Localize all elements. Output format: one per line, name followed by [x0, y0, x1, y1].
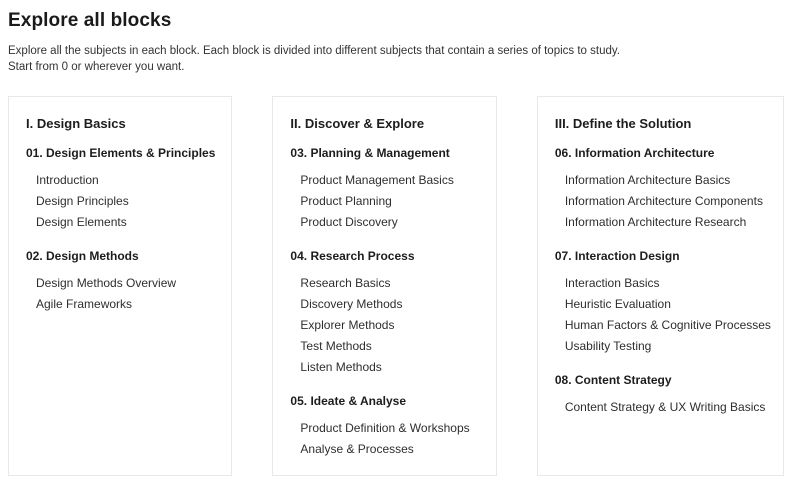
page-description-line2: Start from 0 or wherever you want.	[8, 60, 185, 73]
topics-list	[26, 170, 215, 233]
topics-list	[290, 170, 479, 233]
subject-group	[26, 249, 215, 315]
topic-item[interactable]: Information Architecture Basics	[564, 173, 731, 187]
block-title: I. Design Basics	[26, 116, 126, 131]
block-card-3	[537, 96, 784, 476]
topic-item[interactable]: Information Architecture Research	[564, 215, 747, 229]
subject-title: 05. Ideate & Analyse	[290, 394, 407, 408]
topic-item[interactable]: Design Elements	[36, 215, 127, 229]
subject-group	[26, 146, 215, 233]
topic-item[interactable]: Analyse & Processes	[300, 442, 414, 456]
topics-list	[555, 170, 767, 233]
topic-item[interactable]: Introduction	[36, 173, 99, 187]
subject-title: 03. Planning & Management	[290, 146, 450, 160]
block-title: III. Define the Solution	[554, 116, 692, 131]
subject-title: 04. Research Process	[290, 249, 415, 263]
subject-title: 01. Design Elements & Principles	[26, 146, 216, 160]
page-title: Explore all blocks	[8, 10, 172, 31]
blocks-row	[8, 96, 792, 476]
block-card-1	[8, 96, 232, 476]
topic-item[interactable]: Design Methods Overview	[36, 276, 177, 290]
topics-list	[555, 273, 771, 357]
topic-item[interactable]: Interaction Basics	[564, 276, 660, 290]
subject-title: 02. Design Methods	[26, 249, 139, 263]
topic-item[interactable]: Information Architecture Components	[564, 194, 763, 208]
page-description	[8, 44, 792, 75]
subject-group	[555, 146, 767, 233]
topics-list	[290, 273, 479, 378]
subject-list	[554, 146, 771, 418]
subject-list	[290, 146, 479, 460]
topic-item[interactable]: Content Strategy & UX Writing Basics	[564, 400, 766, 414]
topic-item[interactable]: Heuristic Evaluation	[564, 297, 671, 311]
topics-list	[26, 273, 215, 315]
topic-item[interactable]: Discovery Methods	[300, 297, 403, 311]
subject-group	[554, 249, 771, 357]
topic-item[interactable]: Listen Methods	[300, 360, 382, 374]
subject-title: 06. Information Architecture	[554, 146, 715, 160]
topic-item[interactable]: Design Principles	[36, 194, 129, 208]
subject-group	[290, 146, 479, 233]
topic-item[interactable]: Test Methods	[300, 339, 372, 353]
topics-list	[290, 418, 479, 460]
topic-item[interactable]: Product Planning	[300, 194, 392, 208]
topics-list	[555, 397, 767, 418]
subject-group	[290, 394, 479, 460]
topic-item[interactable]: Research Basics	[300, 276, 391, 290]
block-title: II. Discover & Explore	[290, 116, 425, 131]
topic-item[interactable]: Usability Testing	[564, 339, 652, 353]
block-card-2	[272, 96, 496, 476]
page-description-line1: Explore all the subjects in each block. Each block is divided into different subjects that contain a series of topics to study.	[8, 45, 620, 57]
topic-item[interactable]: Product Definition & Workshops	[300, 421, 470, 435]
subject-title: 07. Interaction Design	[554, 249, 680, 263]
subject-group	[555, 373, 767, 418]
subject-group	[290, 249, 479, 378]
subject-title: 08. Content Strategy	[554, 373, 672, 387]
topic-item[interactable]: Product Management Basics	[300, 173, 454, 187]
subject-list	[26, 146, 215, 315]
topic-item[interactable]: Product Discovery	[300, 215, 398, 229]
topic-item[interactable]: Human Factors & Cognitive Processes	[564, 318, 771, 332]
topic-item[interactable]: Agile Frameworks	[36, 297, 133, 311]
topic-item[interactable]: Explorer Methods	[300, 318, 395, 332]
